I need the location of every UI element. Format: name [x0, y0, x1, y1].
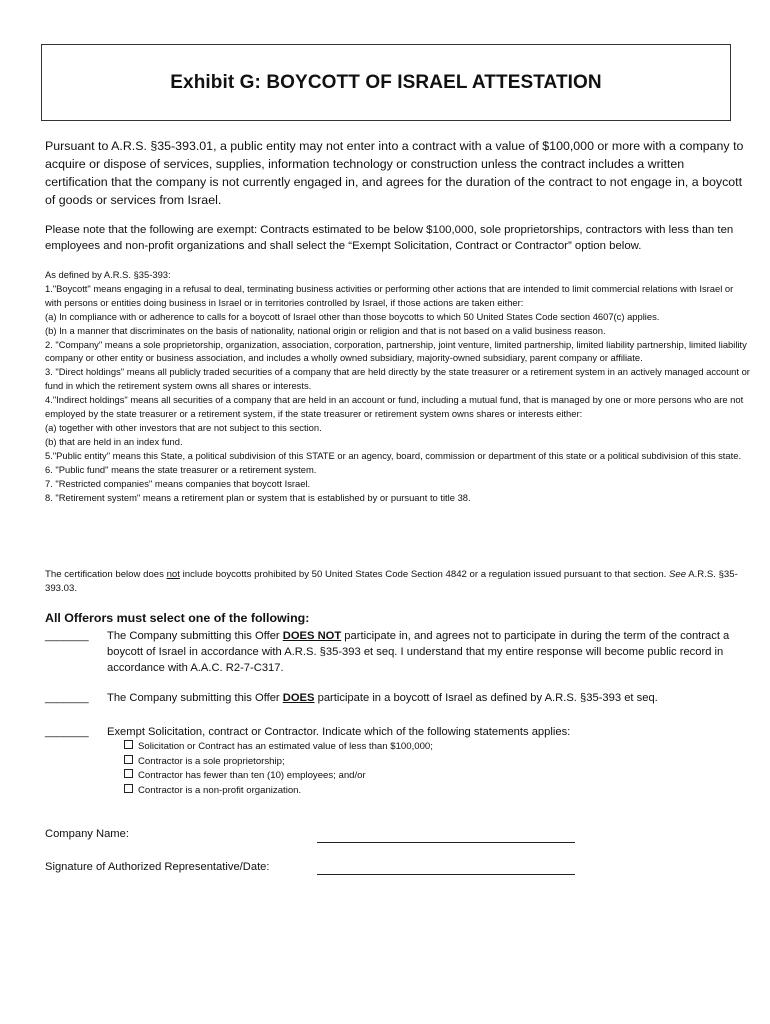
does-emphasis: DOES: [282, 692, 315, 704]
definition-item: 4."Indirect holdings" means all securities of a company that are held in an account or fund, including a mutual fund, that is managed by one or more persons who are not employed by the state treasurer or a retirement system, if the state treasurer or retirement system owns shares or interests either:: [45, 394, 744, 420]
option-does-not-text: [107, 628, 732, 676]
title-box: [41, 44, 731, 121]
page-title: Exhibit G: BOYCOTT OF ISRAEL ATTESTATION: [170, 71, 602, 93]
checklist-item: [124, 769, 433, 784]
exempt-checklist: [124, 740, 433, 798]
certification-note: [45, 568, 750, 596]
exempt-paragraph: Please note that the following are exempt: Contracts estimated to be below $100,000, sole proprietorships, contractors with less than ten employees and non-profit organizations and shall select the “Exempt Solicitation, Contract or Contractor” option below.: [45, 224, 734, 252]
option-exempt-text: Exempt Solicitation, contract or Contractor. Indicate which of the following statements applies:: [107, 726, 571, 738]
checklist-item: [124, 784, 433, 799]
cert-ref: A.R.S. §35-393.03.: [45, 569, 738, 594]
option-text: The Company submitting this Offer: [107, 692, 283, 704]
checklist-label: Contractor has fewer than ten (10) employees; and/or: [138, 770, 366, 781]
checkbox[interactable]: [124, 755, 133, 764]
company-name-label: Company Name:: [45, 828, 129, 840]
definition-item: (a) In compliance with or adherence to calls for a boycott of Israel other than those boycotts to which 50 United States Code section 4607(c) applies.: [45, 310, 660, 322]
offerors-heading: All Offerors must select one of the following:: [45, 611, 310, 625]
definitions-block: [45, 268, 750, 504]
cert-text-before: The certification below does: [45, 569, 167, 580]
option-text: The Company submitting this Offer: [107, 630, 283, 642]
checkbox[interactable]: [124, 740, 133, 749]
selection-blank-does-not[interactable]: _______: [45, 630, 89, 642]
signature-line[interactable]: [317, 874, 575, 875]
selection-blank-exempt[interactable]: _______: [45, 726, 89, 738]
checklist-label: Solicitation or Contract has an estimated value of less than $100,000;: [138, 741, 433, 752]
option-text: participate in a boycott of Israel as defined by A.R.S. §35-393 et seq.: [314, 692, 658, 704]
cert-text-after: include boycotts prohibited by 50 United States Code Section 4842 or a regulation issued pursuant to that section.: [179, 569, 669, 580]
definition-item: 8. "Retirement system" means a retirement plan or system that is established by or pursuant to title 38.: [45, 491, 471, 503]
definition-item: 5."Public entity" means this State, a political subdivision of this STATE or an agency, board, commission or department of this state or a political subdivision of this state.: [45, 449, 742, 461]
definition-item: 2. "Company" means a sole proprietorship, organization, association, corporation, partnership, joint venture, limited partnership, limited liability partnership, limited liability company or other entity or business association, and includes a wholly owned subsidiary, majority-owned subsidiary, parent company or affiliate.: [45, 338, 747, 364]
definition-item: (a) together with other investors that are not subject to this section.: [45, 421, 322, 433]
option-text: participate in, and agrees not to participate in during the term of the contract a boycott of Israel in accordance with A.R.S. §35-393 et seq. I understand that my entire response will become public record in accordance with A.A.C. R2-7-C317.: [107, 630, 730, 674]
checkbox[interactable]: [124, 784, 133, 793]
intro-paragraph: Pursuant to A.R.S. §35-393.01, a public entity may not enter into a contract with a value of $100,000 or more with a company to acquire or dispose of services, supplies, information technology or construction unless the contract includes a written certification that the company is not currently engaged in, and agrees for the duration of the contract to not engage in, a boycott of goods or services from Israel.: [45, 139, 744, 207]
definition-item: 3. "Direct holdings" means all publicly traded securities of a company that are held directly by the state treasurer or a retirement system in an actively managed account or fund in which the retirement system owns all shares or interests.: [45, 366, 750, 392]
definition-item: (b) In a manner that discriminates on the basis of nationality, national origin or religion and that is not based on a valid business reason.: [45, 324, 606, 336]
option-does-not: [45, 628, 745, 678]
checklist-label: Contractor is a non-profit organization.: [138, 784, 302, 796]
definition-item: (b) that are held in an index fund.: [45, 435, 183, 447]
definition-item: 1."Boycott" means engaging in a refusal to deal, terminating business activities or performing other actions that are intended to limit commercial relations with Israel or with persons or entities doing business in Israel or in territories controlled by Israel, if those actions are taken either:: [45, 282, 734, 308]
checklist-item: [124, 740, 433, 755]
signature-label: Signature of Authorized Representative/Date:: [45, 861, 270, 873]
company-name-line[interactable]: [317, 842, 575, 843]
definition-item: 7. "Restricted companies" means companies that boycott Israel.: [45, 477, 311, 489]
definitions-heading: As defined by A.R.S. §35-393:: [45, 269, 171, 280]
does-not-emphasis: DOES NOT: [282, 630, 342, 642]
definition-item: 6. "Public fund" means the state treasurer or a retirement system.: [45, 463, 317, 475]
selection-blank-does[interactable]: _______: [45, 692, 89, 704]
option-does: [45, 690, 745, 708]
checklist-item: [124, 755, 433, 770]
cert-see: See: [669, 569, 687, 580]
checkbox[interactable]: [124, 769, 133, 778]
checklist-label: Contractor is a sole proprietorship;: [138, 755, 285, 767]
option-does-text: [107, 690, 732, 706]
cert-underlined: not: [166, 569, 180, 580]
